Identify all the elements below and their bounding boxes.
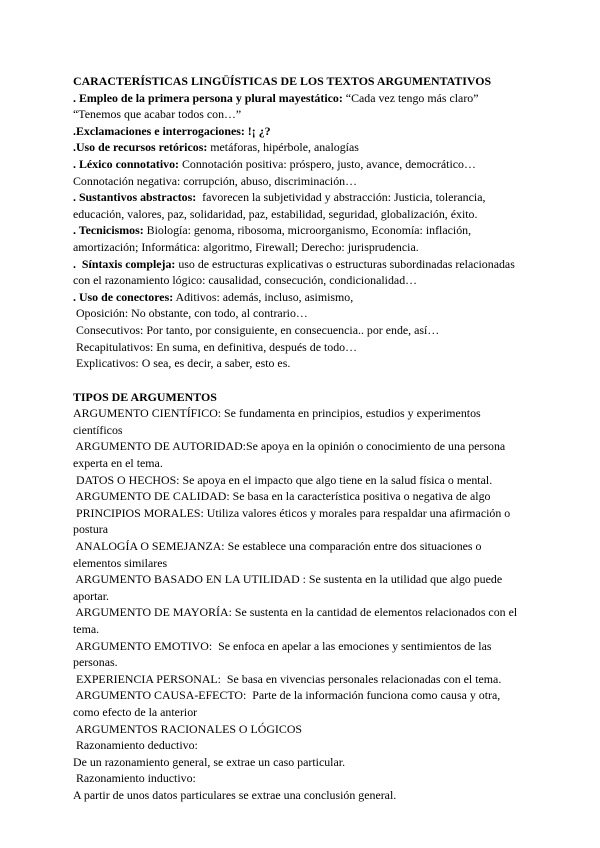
bold-label: . Empleo de la primera persona y plural mayestático:	[73, 90, 343, 105]
list-item: DATOS O HECHOS: Se apoya en el impacto que algo tiene en la salud física o mental.	[73, 472, 493, 487]
line-text: favorecen la subjetividad y abstracción: Justicia, tolerancia,	[196, 190, 486, 205]
text-line	[73, 139, 533, 156]
bold-label: .Uso de recursos retóricos:	[73, 140, 208, 155]
list-item: ARGUMENTO DE CALIDAD: Se basa en la característica positiva o negativa de algo	[73, 489, 491, 504]
bold-label: . Sustantivos abstractos:	[73, 190, 197, 205]
text-line: Explicativos: O sea, es decir, a saber, esto es.	[73, 356, 291, 371]
argument-types-list	[73, 405, 533, 803]
list-item: científicos	[73, 422, 123, 437]
list-item: ARGUMENTO DE MAYORÍA: Se sustenta en la cantidad de elementos relacionados con el	[73, 605, 518, 620]
bold-label: . Uso de conectores:	[73, 289, 174, 304]
list-item: PRINCIPIOS MORALES: Utiliza valores éticos y morales para respaldar una afirmación o	[73, 505, 511, 520]
bold-label: . Síntaxis compleja:	[73, 256, 176, 271]
list-item: ARGUMENTOS RACIONALES O LÓGICOS	[73, 721, 303, 736]
document-body	[73, 73, 533, 804]
line-text: Aditivos: además, incluso, asimismo,	[173, 289, 354, 304]
text-line	[73, 90, 533, 107]
list-item: Razonamiento inductivo:	[73, 771, 196, 786]
text-line: Connotación negativa: corrupción, abuso, discriminación…	[73, 173, 357, 188]
list-item: ARGUMENTO CIENTÍFICO: Se fundamenta en principios, estudios y experimentos	[73, 406, 481, 421]
list-item: EXPERIENCIA PERSONAL: Se basa en vivencias personales relacionadas con el tema.	[73, 671, 502, 686]
section-title-caracteristicas: CARACTERÍSTICAS LINGÜÍSTICAS DE LOS TEXTOS ARGUMENTATIVOS	[73, 74, 492, 88]
bold-label: .Exclamaciones e interrogaciones: !¡ ¿?	[73, 123, 271, 138]
list-item: tema.	[73, 622, 100, 636]
list-item: aportar.	[73, 588, 109, 603]
bold-label: . Léxico connotativo:	[73, 156, 180, 171]
section-title-tipos: TIPOS DE ARGUMENTOS	[73, 389, 217, 404]
list-item: ANALOGÍA O SEMEJANZA: Se establece una comparación entre dos situaciones o	[73, 539, 482, 554]
list-item: Razonamiento deductivo:	[73, 738, 198, 753]
list-item: como efecto de la anterior	[73, 704, 198, 719]
list-item: ARGUMENTO EMOTIVO: Se enfoca en apelar a las emociones y sentimientos de las	[73, 638, 492, 653]
line-text: metáforas, hipérbole, analogías	[207, 140, 359, 155]
line-text: Biología: genoma, ribosoma, microorganismo, Economía: inflación,	[143, 223, 472, 238]
text-line: Recapitulativos: En suma, en definitiva, después de todo…	[73, 339, 357, 354]
text-line: Oposición: No obstante, con todo, al contrario…	[73, 306, 308, 321]
bold-label: . Tecnicismos:	[73, 223, 144, 238]
list-item: postura	[73, 522, 109, 537]
line-text: Connotación positiva: próspero, justo, avance, democrático…	[179, 156, 476, 171]
text-line	[73, 222, 533, 239]
text-line: “Tenemos que acabar todos con…”	[73, 107, 242, 122]
list-item: De un razonamiento general, se extrae un caso particular.	[73, 754, 346, 769]
list-item: experta en el tema.	[73, 456, 163, 471]
text-line: con el razonamiento lógico: causalidad, consecución, condicionalidad…	[73, 273, 418, 288]
text-line	[73, 156, 533, 173]
list-item: ARGUMENTO CAUSA-EFECTO: Parte de la información funciona como causa y otra,	[73, 688, 501, 703]
line-text: “Cada vez tengo más claro”	[342, 90, 479, 105]
line-text: uso de estructuras explicativas o estructuras subordinadas relacionadas	[175, 256, 515, 271]
list-item: A partir de unos datos particulares se extrae una conclusión general.	[73, 787, 397, 802]
list-item: elementos similares	[73, 555, 168, 570]
text-line	[73, 289, 533, 306]
list-item: ARGUMENTO DE AUTORIDAD:Se apoya en la opinión o conocimiento de una persona	[73, 439, 506, 454]
text-line: Consecutivos: Por tanto, por consiguiente, en consecuencia.. por ende, así…	[73, 322, 440, 337]
text-line	[73, 189, 533, 206]
text-line: amortización; Informática: algoritmo, Firewall; Derecho: jurisprudencia.	[73, 239, 419, 254]
text-line: educación, valores, paz, solidaridad, paz, estabilidad, seguridad, globalización, éxito.	[73, 206, 478, 221]
section-spacer	[73, 372, 533, 389]
text-line	[73, 256, 533, 273]
list-item: personas.	[73, 655, 118, 670]
list-item: ARGUMENTO BASADO EN LA UTILIDAD : Se sustenta en la utilidad que algo puede	[73, 572, 503, 587]
